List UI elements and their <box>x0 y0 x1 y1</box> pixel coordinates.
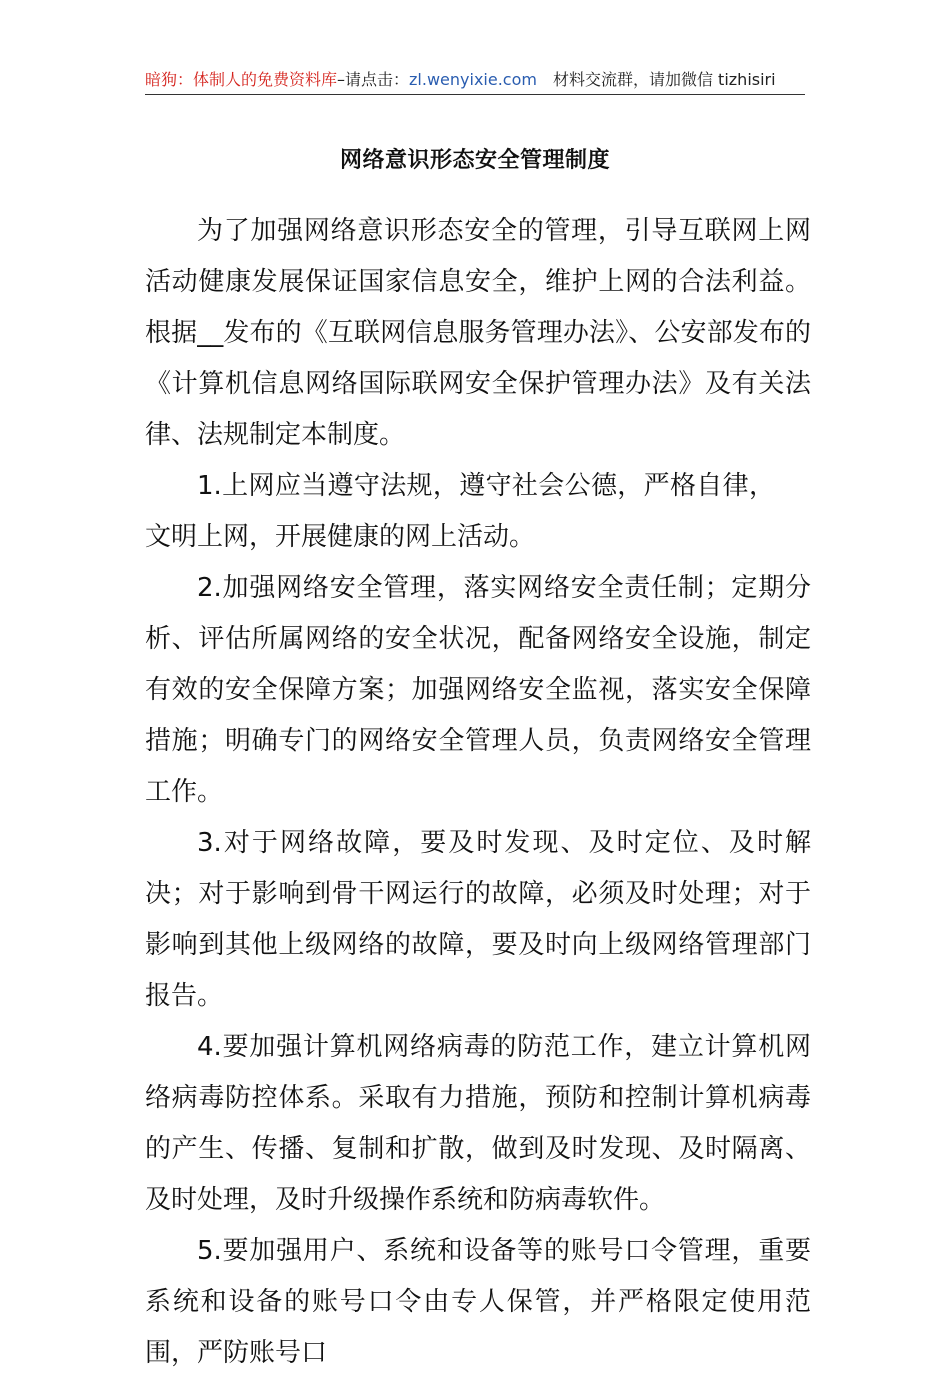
paragraph-item-2: 2.加强网络安全管理，落实网络安全责任制；定期分析、评估所属网络的安全状况，配备网络安全设施，制定有效的安全保障方案；加强网络安全监视，落实安全保障措施；明确专门的网络安全管理人员，负责网络安全管理工作。 <box>145 573 811 807</box>
paragraph-item-1: 1.上网应当遵守法规，遵守社会公德，严格自律，文明上网，开展健康的网上活动。 <box>145 471 775 552</box>
site-name: 暗狗：体制人的免费资料库 <box>145 70 338 89</box>
site-url-link[interactable]: zl.wenyixie.com <box>409 70 537 89</box>
paragraph-item-4: 4.要加强计算机网络病毒的防范工作，建立计算机网络病毒防控体系。采取有力措施，预防和控制计算机病毒的产生、传播、复制和扩散，做到及时发现、及时隔离、及时处理，及时升级操作系统和防病毒软件。 <box>145 1032 811 1215</box>
paragraph-intro: 为了加强网络意识形态安全的管理，引导互联网上网活动健康发展保证国家信息安全，维护上网的合法利益。根据__发布的《互联网信息服务管理办法》、公安部发布的《计算机信息网络国际联网安全保护管理办法》及有关法律、法规制定本制度。 <box>145 216 811 450</box>
document-title: 网络意识形态安全管理制度 <box>339 148 610 173</box>
group-note: 材料交流群，请加微信 tizhisiri <box>552 70 776 89</box>
paragraph-item-3: 3.对于网络故障，要及时发现、及时定位、及时解决；对于影响到骨干网运行的故障，必须及时处理；对于影响到其他上级网络的故障，要及时向上级网络管理部门报告。 <box>145 828 811 1011</box>
page-header <box>145 68 805 95</box>
paragraph-item-5: 5.要加强用户、系统和设备等的账号口令管理，重要系统和设备的账号口令由专人保管，并严格限定使用范围，严防账号口 <box>145 1236 811 1368</box>
document-body <box>145 206 811 1379</box>
click-prompt: –请点击： <box>337 70 410 89</box>
